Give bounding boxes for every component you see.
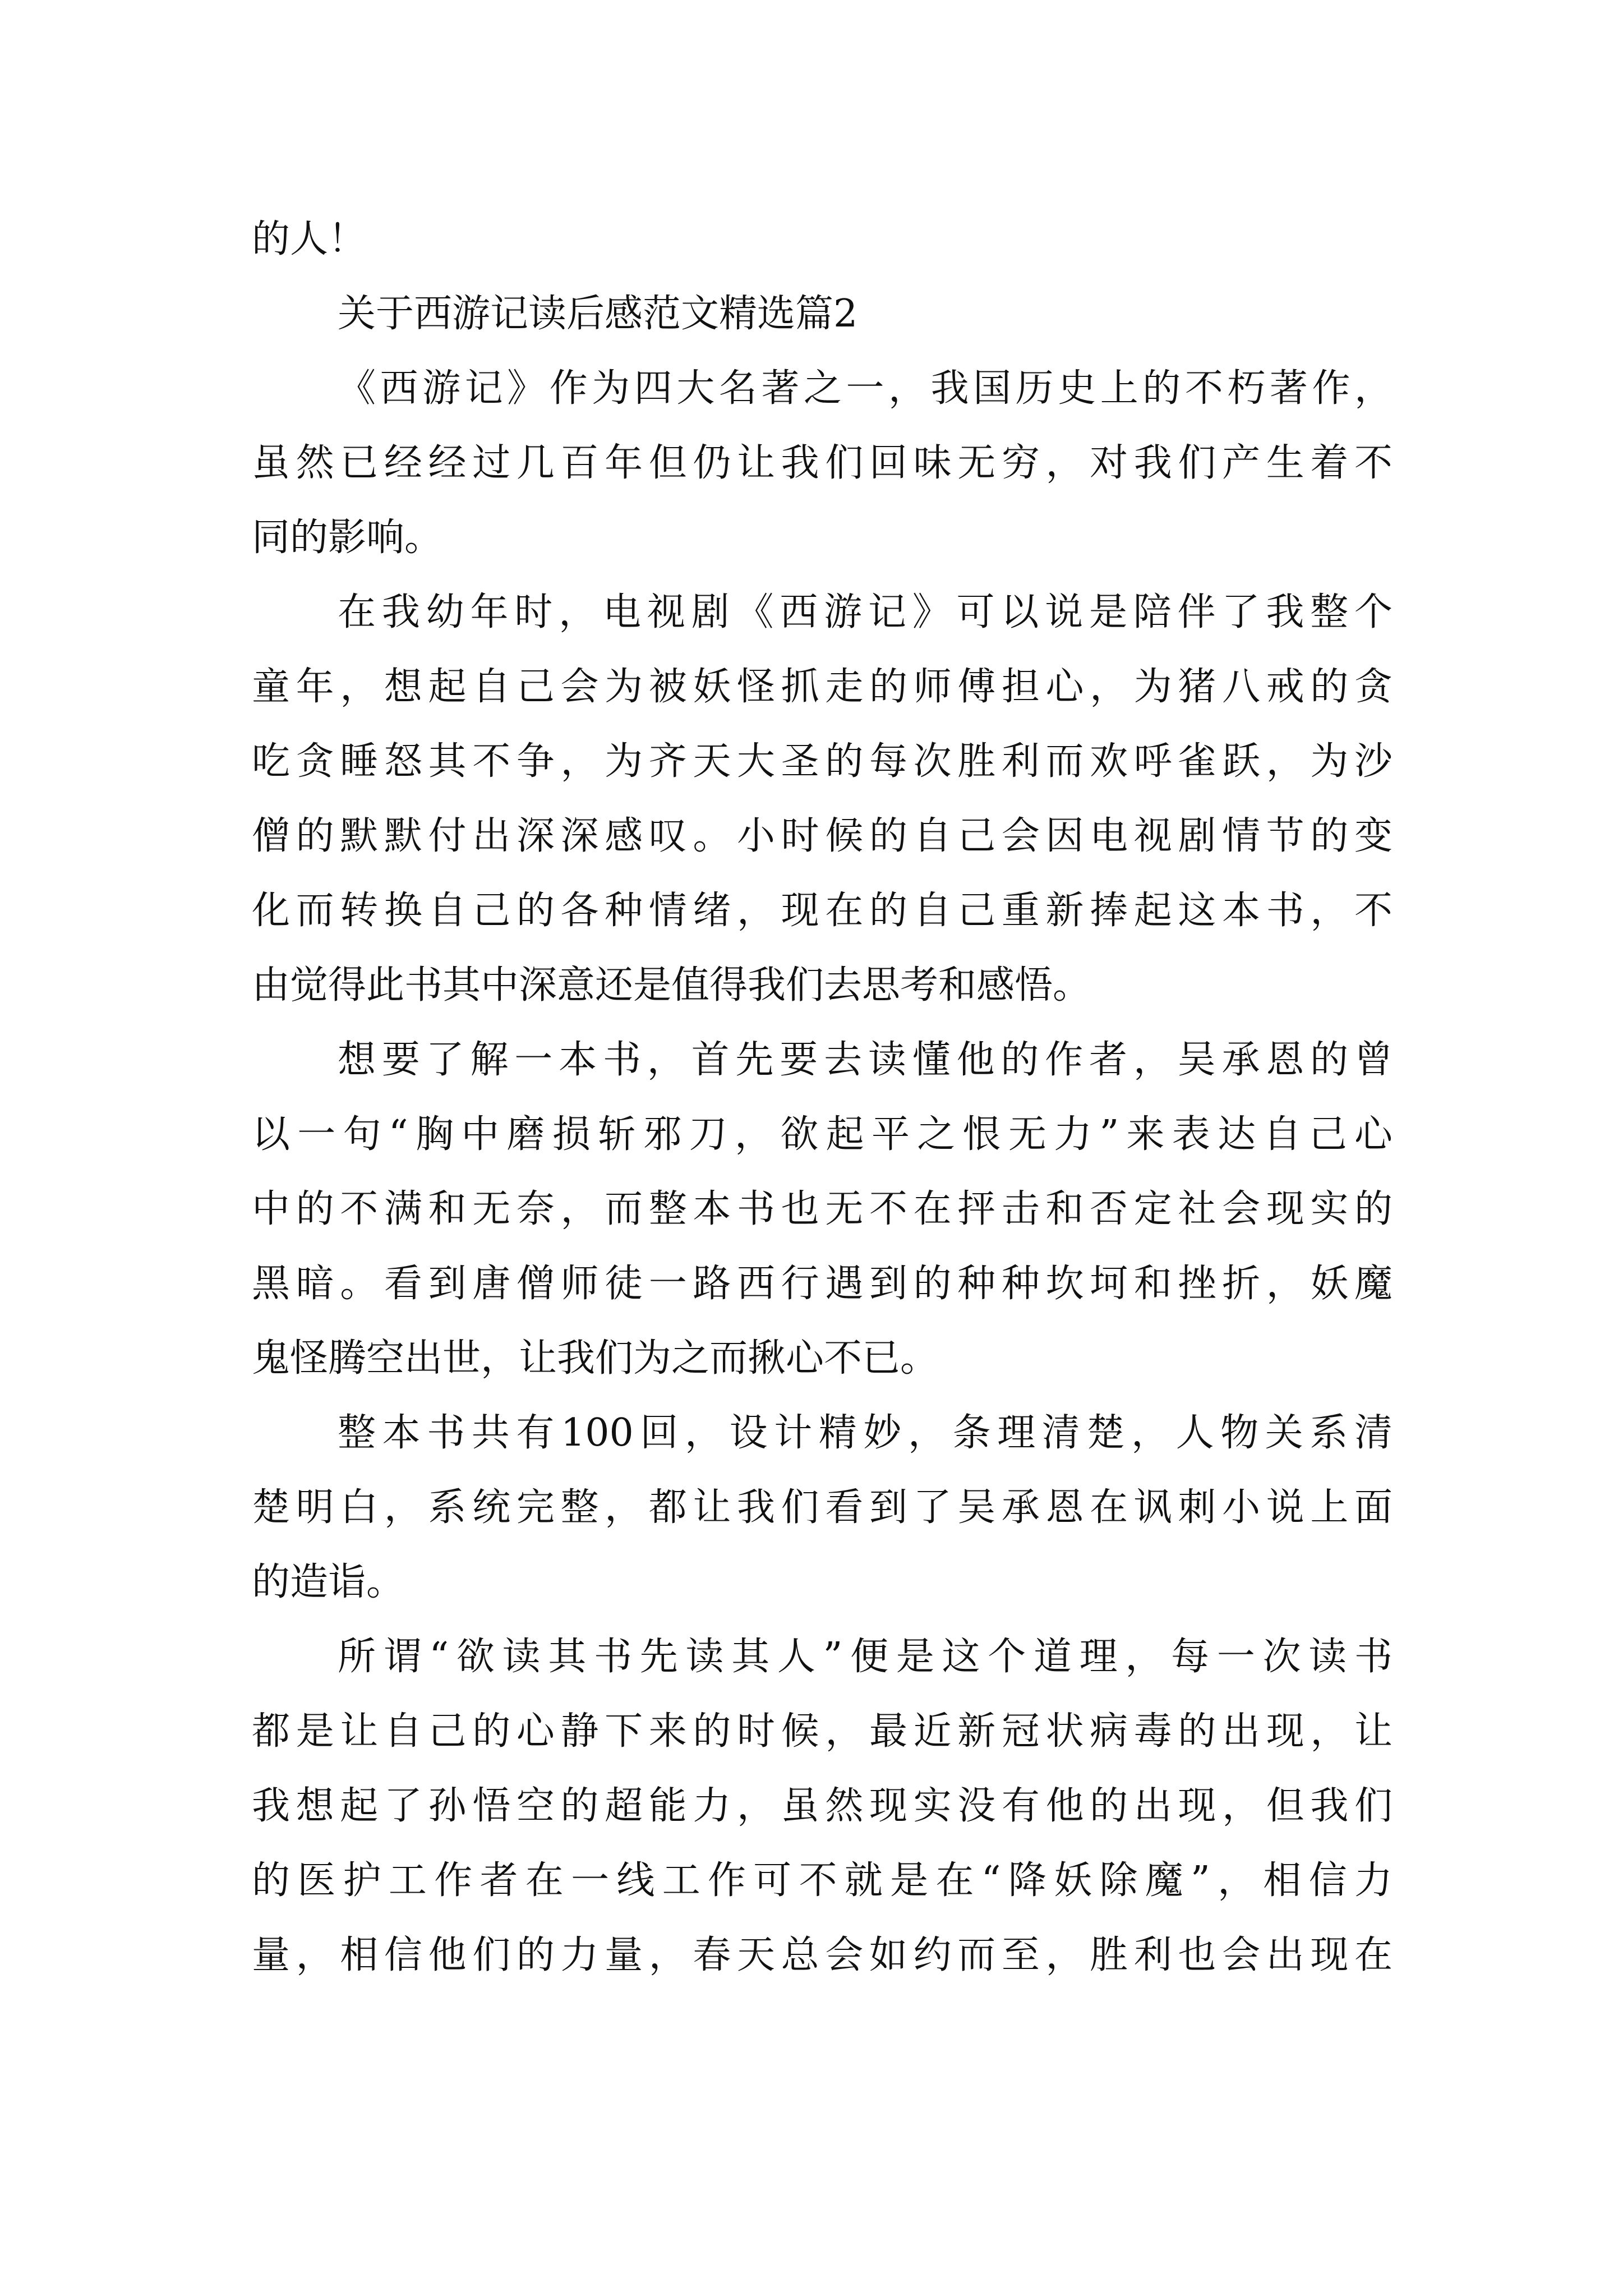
text-line: 所谓“欲读其书先读其人”便是这个道理，每一次读书 (338, 1635, 1393, 1679)
text-line: 僧的默默付出深深感叹。小时候的自己会因电视剧情节的变 (252, 814, 1393, 858)
text-line: 都是让自己的心静下来的时候，最近新冠状病毒的出现，让 (252, 1709, 1393, 1754)
document-body (252, 202, 1393, 1993)
text-line: 的人！ (252, 217, 367, 261)
text-line: 我想起了孙悟空的超能力，虽然现实没有他的出现，但我们 (252, 1784, 1393, 1828)
section-heading: 关于西游记读后感范文精选篇2 (338, 292, 858, 336)
text-line: 在我幼年时，电视剧《西游记》可以说是陪伴了我整个 (338, 590, 1393, 634)
text-line: 虽然已经经过几百年但仍让我们回味无穷，对我们产生着不 (252, 441, 1393, 485)
text-line: 楚明白，系统完整，都让我们看到了吴承恩在讽刺小说上面 (252, 1485, 1393, 1530)
text-line: 《西游记》作为四大名著之一，我国历史上的不朽著作， (338, 366, 1393, 411)
text-line: 鬼怪腾空出世，让我们为之而揪心不已。 (252, 1336, 939, 1381)
text-line: 化而转换自己的各种情绪，现在的自己重新捧起这本书，不 (252, 889, 1393, 933)
text-line: 以一句“胸中磨损斩邪刀，欲起平之恨无力”来表达自己心 (252, 1112, 1393, 1157)
text-line: 黑暗。看到唐僧师徒一路西行遇到的种种坎坷和挫折，妖魔 (252, 1262, 1393, 1306)
text-line: 童年，想起自己会为被妖怪抓走的师傅担心，为猪八戒的贪 (252, 665, 1393, 709)
text-line: 想要了解一本书，首先要去读懂他的作者，吴承恩的曾 (338, 1038, 1393, 1082)
text-line: 中的不满和无奈，而整本书也无不在抨击和否定社会现实的 (252, 1187, 1393, 1231)
text-line: 量，相信他们的力量，春天总会如约而至，胜利也会出现在 (252, 1933, 1393, 1977)
text-line: 吃贪睡怒其不争，为齐天大圣的每次胜利而欢呼雀跃，为沙 (252, 739, 1393, 784)
text-line: 整本书共有100回，设计精妙，条理清楚，人物关系清 (338, 1411, 1393, 1455)
text-line: 的造诣。 (252, 1560, 405, 1604)
text-line: 同的影响。 (252, 516, 443, 560)
text-line: 的医护工作者在一线工作可不就是在“降妖除魔”，相信力 (252, 1858, 1393, 1903)
text-line: 由觉得此书其中深意还是值得我们去思考和感悟。 (252, 963, 1091, 1007)
